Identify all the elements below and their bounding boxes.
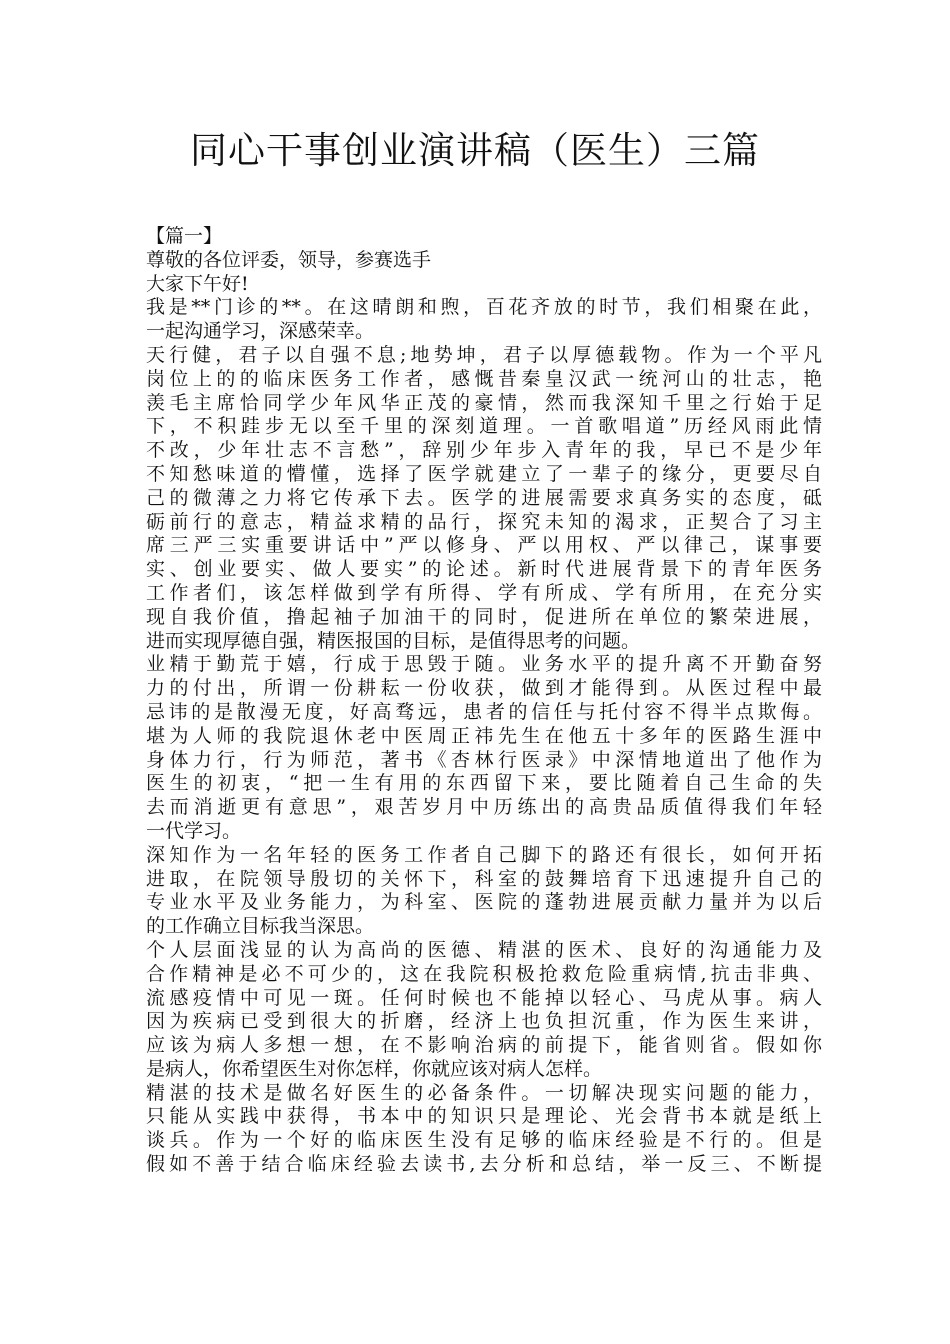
- text-line: 专业水平及业务能力，为科室、医院的蓬勃进展贡献力量并为以后: [146, 891, 822, 914]
- text-line: 尊敬的各位评委，领导，参赛选手: [146, 248, 432, 271]
- text-line: 不知愁味道的懵懂，选择了医学就建立了一辈子的缘分，更要尽自: [146, 462, 822, 485]
- text-line: 去而消逝更有意思”，艰苦岁月中历练出的高贵品质值得我们年轻: [146, 796, 822, 819]
- text-line: 应该为病人多想一想，在不影响治病的前提下，能省则省。假如你: [146, 1034, 822, 1057]
- text-line: 因为疾病已受到很大的折磨，经济上也负担沉重，作为医生来讲，: [146, 1010, 822, 1033]
- text-line: 一代学习。: [146, 819, 242, 842]
- text-line: 羡毛主席恰同学少年风华正茂的豪情，然而我深知千里之行始于足: [146, 391, 822, 414]
- text-line: 力的付出，所谓一份耕耘一份收获，做到才能得到。从医过程中最: [146, 677, 822, 700]
- text-line: 下，不积跬步无以至千里的深刻道理。一首歌唱道”历经风雨此情: [146, 415, 822, 438]
- text-line: 进取，在院领导殷切的关怀下，科室的鼓舞培育下迅速提升自己的: [146, 867, 822, 890]
- text-line: 个人层面浅显的认为高尚的医德、精湛的医术、良好的沟通能力及: [146, 938, 822, 961]
- text-line: 岗位上的的临床医务工作者，感慨昔秦皇汉武一统河山的壮志，艳: [146, 367, 822, 390]
- text-line: 流感疫情中可见一斑。任何时候也不能掉以轻心、马虎从事。病人: [146, 986, 822, 1009]
- text-line: 身体力行，行为师范，著书《杏林行医录》中深情地道出了他作为: [146, 748, 822, 771]
- text-line: 我是**门诊的**。在这晴朗和煦，百花齐放的时节，我们相聚在此，: [146, 296, 822, 319]
- text-line: 的工作确立目标我当深思。: [146, 915, 375, 938]
- text-line: 忌讳的是散漫无度，好高骛远，患者的信任与托付容不得半点欺侮。: [146, 700, 822, 723]
- text-line: 堪为人师的我院退休老中医周正祎先生在他五十多年的医路生涯中: [146, 724, 822, 747]
- text-line: 谈兵。作为一个好的临床医生没有足够的临床经验是不行的。但是: [146, 1129, 822, 1152]
- text-line: 己的微薄之力将它传承下去。医学的进展需要求真务实的态度，砥: [146, 486, 822, 509]
- text-line: 精湛的技术是做名好医生的必备条件。一切解决现实问题的能力，: [146, 1081, 822, 1104]
- text-line: 只能从实践中获得，书本中的知识只是理论、光会背书本就是纸上: [146, 1105, 822, 1128]
- section-heading: 【篇一】: [146, 225, 223, 247]
- document-body: [146, 225, 822, 1177]
- text-line: 大家下午好!: [146, 272, 249, 295]
- text-line: 现自我价值，撸起袖子加油干的同时，促进所在单位的繁荣进展，: [146, 605, 822, 628]
- text-line: 深知作为一名年轻的医务工作者自己脚下的路还有很长，如何开拓: [146, 843, 822, 866]
- text-line: 假如不善于结合临床经验去读书,去分析和总结，举一反三、不断提: [146, 1153, 822, 1176]
- text-line: 合作精神是必不可少的，这在我院积极抢救危险重病情,抗击非典、: [146, 962, 822, 985]
- text-line: 是病人，你希望医生对你怎样，你就应该对病人怎样。: [146, 1057, 603, 1080]
- text-line: 天行健，君子以自强不息;地势坤，君子以厚德载物。作为一个平凡: [146, 343, 822, 366]
- text-line: 席三严三实重要讲话中”严以修身、严以用权、严以律己，谋事要: [146, 534, 822, 557]
- text-line: 工作者们，该怎样做到学有所得、学有所成、学有所用，在充分实: [146, 581, 822, 604]
- text-line: 实、创业要实、做人要实”的论述。新时代进展背景下的青年医务: [146, 558, 822, 581]
- text-line: 一起沟通学习，深感荣幸。: [146, 320, 375, 343]
- text-line: 医生的初衷，“把一生有用的东西留下来，要比随着自己生命的失: [146, 772, 822, 795]
- text-line: 业精于勤荒于嬉，行成于思毁于随。业务水平的提升离不开勤奋努: [146, 653, 822, 676]
- text-line: 进而实现厚德自强，精医报国的目标，是值得思考的问题。: [146, 629, 641, 652]
- document-title: 同心干事创业演讲稿（医生）三篇: [190, 129, 760, 172]
- text-line: 砺前行的意志，精益求精的品行，探究未知的渴求，正契合了习主: [146, 510, 822, 533]
- text-line: 不改，少年壮志不言愁”，辞别少年步入青年的我，早已不是少年: [146, 439, 822, 462]
